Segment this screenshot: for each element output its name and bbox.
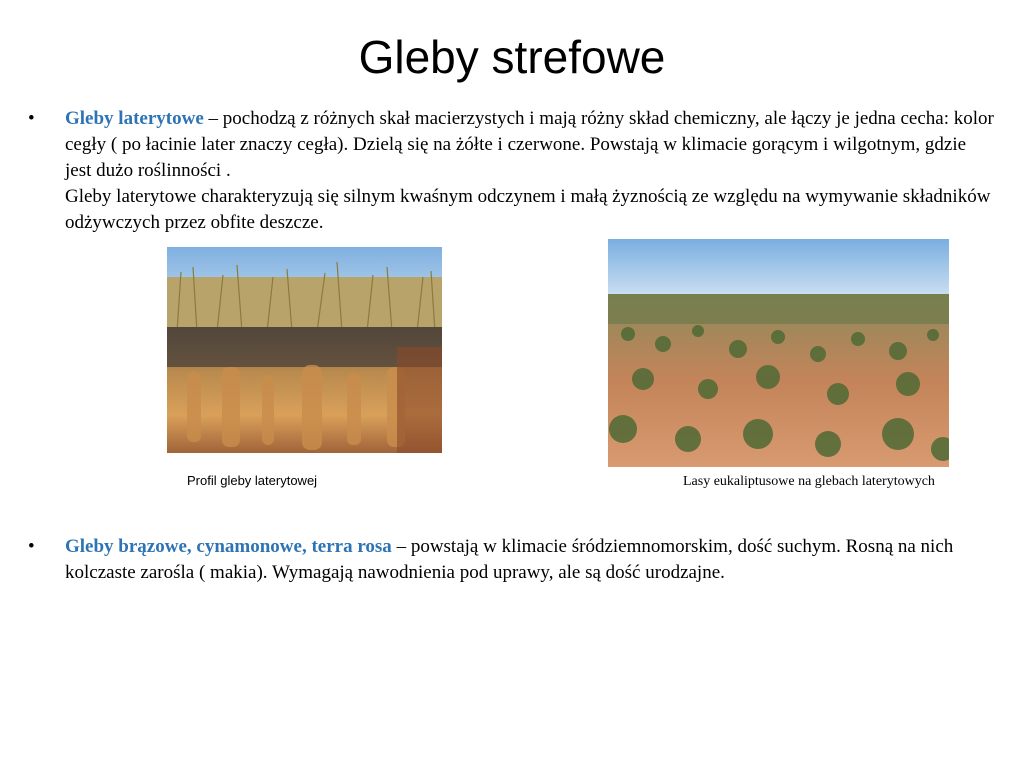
paragraph-brown-soils [65, 534, 995, 586]
left-image-caption: Profil gleby laterytowej [187, 473, 318, 488]
bullet-marker: • [28, 108, 35, 129]
right-image-caption: Lasy eukaliptusowe na glebach laterytowych [683, 474, 935, 489]
laterite-properties: Gleby laterytowe charakteryzują się silnym kwaśnym odczynem i małą żyznością ze względu na wymywanie składników odżywczych przez obfite deszcze. [65, 186, 991, 233]
paragraph-laterite [65, 106, 995, 236]
brown-soils-description: – powstają w klimacie śródziemnomorskim, dość suchym. Rosną na nich kolczaste zarośla ( makia). Wymagają nawodnienia pod uprawy, ale są dość urodzajne. [65, 536, 954, 583]
eucalyptus-forest-image [608, 239, 949, 467]
highlight-laterite: Gleby laterytowe [65, 108, 204, 129]
laterite-profile-photo [167, 247, 442, 453]
laterite-description: – pochodzą z różnych skał macierzystych i mają różny skład chemiczny, ale łączy je jedna cecha: kolor cegły ( po łacinie later znaczy cegła). Dzielą się na żółte i czerwone. Powstają w klimacie gorącym i wilgotnym, gdzie jest dużo roślinności . [65, 108, 994, 181]
eucalyptus-forest-photo [608, 239, 949, 467]
highlight-brown-soils: Gleby brązowe, cynamonowe, terra rosa [65, 536, 392, 557]
laterite-profile-image [167, 247, 442, 453]
slide-title: Gleby strefowe [358, 31, 666, 83]
bullet-marker: • [28, 536, 35, 557]
